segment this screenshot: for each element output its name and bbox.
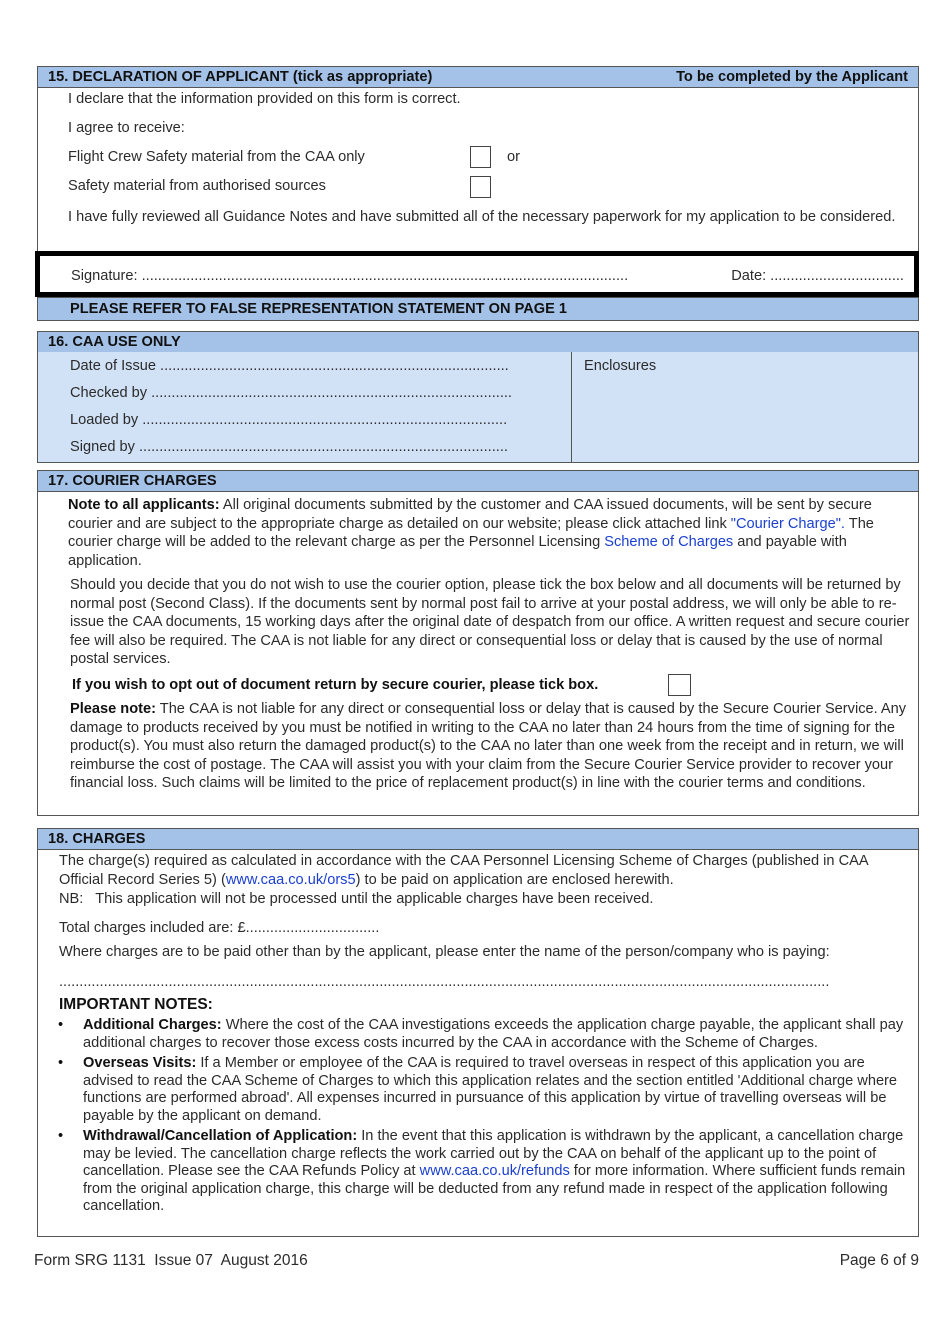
option-authorised-checkbox[interactable]: [470, 176, 491, 198]
note-text-2: The courier charge will be added to the relevant charge as per the Personnel Licensing: [68, 515, 874, 550]
section-18-body: [37, 849, 919, 1237]
reviewed-text: I have fully reviewed all Guidance Notes and have submitted all of the necessary paperwork for my application to be considered.: [68, 209, 896, 225]
signed-by-field: Signed by ...........................................................................................: [70, 439, 508, 455]
charges-text-a: The charge(s) required as calculated in accordance with the CAA Personnel Licensing Scheme of Charges (published in CAA Official Record Series 5) (: [59, 853, 868, 888]
section-15-body: [37, 87, 919, 253]
important-notes-list: [38, 1017, 908, 1219]
declare-text: I declare that the information provided on this form is correct.: [68, 91, 461, 107]
section-17-body: [37, 491, 919, 816]
enclosures-label: Enclosures: [584, 358, 657, 374]
important-notes-heading: IMPORTANT NOTES:: [59, 996, 213, 1013]
false-representation-banner: PLEASE REFER TO FALSE REPRESENTATION STATEMENT ON PAGE 1: [37, 297, 919, 321]
charges-text: [59, 852, 909, 889]
date-of-issue-field: Date of Issue ......................................................................................: [70, 358, 509, 374]
note-text: All original documents submitted by the customer and CAA issued documents, will be sent by secure courier and are subject to the appropriate charge as detailed on our website; please click attached link: [68, 497, 872, 532]
refunds-link[interactable]: www.caa.co.uk/refunds: [419, 1163, 570, 1179]
nb-text: NB: This application will not be processed until the applicable charges have been received.: [59, 891, 654, 907]
please-note-text: The CAA is not liable for any direct or consequential loss or delay that is caused by the Secure Courier Service. Any damage to products received by you must be notified in writing to the CAA no later than 24 hours from the time of signing for the product(s). You must also return the damaged product(s) to the CAA no later than one week from the receipt and in return, we will reimburse the cost of postage. The CAA will assist you with your claim from the Secure Courier Service provider to recover your financial loss. Such claims will be limited to the price of replacement product(s) in line with the courier terms and conditions.: [70, 701, 907, 791]
payer-text: Where charges are to be paid other than by the applicant, please enter the name of the person/company who is paying:: [59, 944, 830, 960]
total-charges-field[interactable]: Total charges included are: £.................................: [59, 920, 380, 936]
note-text-2: for more information. Where sufficient funds remain from the original application charge, this charge will be deducted from any refund made in respect of the application following cancellation.: [83, 1163, 906, 1214]
loaded-by-field: Loaded by ..........................................................................................: [70, 412, 508, 428]
option-caa-only-checkbox[interactable]: [470, 146, 491, 168]
scheme-of-charges-link[interactable]: Scheme of Charges: [604, 534, 734, 550]
section-16-body: [37, 352, 919, 463]
note-additional-charges: [38, 1017, 908, 1052]
opt-out-label: If you wish to opt out of document return by secure courier, please tick box.: [72, 677, 599, 693]
form-id: Form SRG 1131 Issue 07 August 2016: [34, 1252, 308, 1269]
column-divider: [571, 352, 572, 462]
please-note: [70, 700, 910, 793]
charges-text-b: ) to be paid on application are enclosed herewith.: [355, 871, 674, 888]
option-caa-only-label: Flight Crew Safety material from the CAA only: [68, 149, 365, 165]
section-17-header: 17. COURIER CHARGES: [37, 470, 919, 492]
note-text: If a Member or employee of the CAA is required to travel overseas in respect of this application you are advised to read the CAA Scheme of Charges to which this application relates and the section entitled 'Additional charge where functions are performed abroad'. All expenses incurred in pursuance of this application by virtue of travelling overseas will be payable by the applicant on demand.: [83, 1055, 898, 1124]
signature-field[interactable]: Signature: ........................................................................................................................: [71, 268, 629, 284]
payer-field[interactable]: ..............................................................................................................................................................................................: [59, 974, 830, 990]
agree-text: I agree to receive:: [68, 120, 185, 136]
checked-by-field: Checked by .........................................................................................: [70, 385, 512, 401]
courier-note: [68, 496, 908, 570]
courier-charge-link[interactable]: "Courier Charge".: [730, 515, 845, 532]
ors5-link[interactable]: www.caa.co.uk/ors5: [225, 871, 356, 888]
note-withdrawal: [38, 1128, 908, 1216]
note-text: In the event that this application is withdrawn by the applicant, a cancellation charge may be levied. The cancellation charge reflects the work carried out by the CAA on behalf of the applicant up to the point of cancellation. Please see the CAA Refunds Policy at: [83, 1128, 904, 1179]
section-16-header: 16. CAA USE ONLY: [37, 331, 919, 353]
date-field[interactable]: Date: .................................: [731, 268, 904, 284]
opt-out-checkbox[interactable]: [668, 674, 691, 696]
note-label: Additional Charges:: [83, 1017, 222, 1033]
note-text-3: and payable with application.: [68, 534, 847, 569]
or-text: or: [507, 149, 520, 165]
note-label: Overseas Visits:: [83, 1055, 197, 1071]
normal-post-text: Should you decide that you do not wish to use the courier option, please tick the box below and all documents will be returned by normal post (Second Class). If the documents sent by normal post fail to arrive at your postal address, we will only be able to re-issue the CAA documents, 15 working days after the original date of despatch from our office. A written request and secure courier fee will also be required. The CAA is not liable for any direct or consequential loss or delay that is caused by the use of normal postal services.: [70, 577, 910, 667]
note-label: Withdrawal/Cancellation of Application:: [83, 1128, 358, 1144]
note-overseas-visits: [38, 1055, 908, 1125]
section-18-header: 18. CHARGES: [37, 828, 919, 850]
note-label: Note to all applicants:: [68, 497, 220, 513]
section-15-note: To be completed by the Applicant: [676, 69, 908, 85]
page-number: Page 6 of 9: [839, 1252, 919, 1269]
note-text: Where the cost of the CAA investigations exceeds the application charge payable, the applicant shall pay additional charges to recover those excess costs incurred by the CAA in accordance with the Scheme of Charges.: [83, 1017, 904, 1051]
signature-box: [35, 251, 919, 297]
option-authorised-label: Safety material from authorised sources: [68, 178, 326, 194]
section-15-title: 15. DECLARATION OF APPLICANT (tick as appropriate): [48, 69, 433, 85]
section-15-header: [37, 66, 919, 88]
please-note-label: Please note:: [70, 701, 156, 717]
